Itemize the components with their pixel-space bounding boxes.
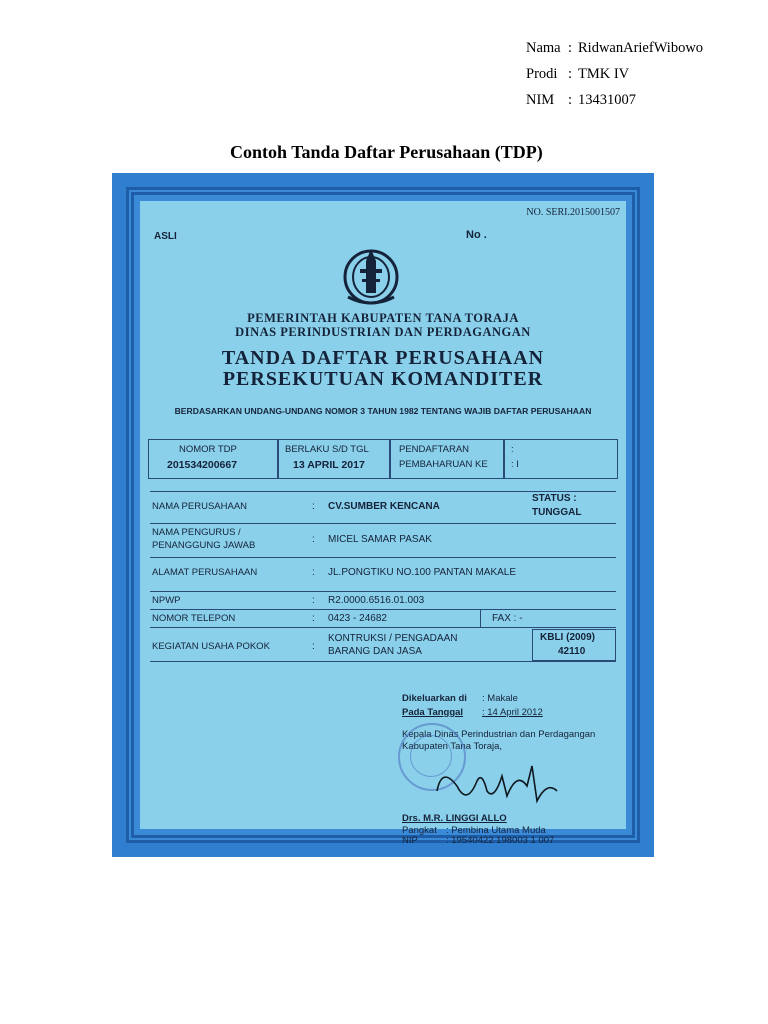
- telepon-value: 0423 - 24682: [328, 613, 387, 624]
- pengurus-label-line-1: NAMA PENGURUS /: [152, 527, 241, 538]
- no-label: No .: [466, 229, 487, 241]
- nomor-tdp-label: NOMOR TDP: [179, 444, 237, 455]
- header-box: [148, 439, 618, 479]
- pangkat-label: Pangkat: [402, 825, 437, 836]
- official-name: Drs. M.R. LINGGI ALLO: [402, 813, 507, 824]
- nim-separator: :: [568, 92, 573, 108]
- student-name-row: [526, 40, 703, 66]
- berlaku-label: BERLAKU S/D TGL: [285, 444, 369, 455]
- fax-label: FAX : -: [492, 613, 523, 624]
- kepala-dinas-line-1: Kepala Dinas Perindustrian dan Perdagangan: [402, 729, 596, 740]
- certificate-title-line-1: TANDA DAFTAR PERUSAHAAN: [221, 347, 545, 369]
- government-line-1: PEMERINTAH KABUPATEN TANA TORAJA: [247, 311, 519, 325]
- student-info: [526, 40, 703, 118]
- status-label: STATUS :: [532, 493, 577, 504]
- certificate-image: [112, 173, 654, 857]
- pengurus-label-line-2: PENANGGUNG JAWAB: [152, 540, 256, 551]
- dikeluarkan-value: : Makale: [482, 693, 518, 704]
- tanggal-label: Pada Tanggal: [402, 707, 464, 718]
- telepon-label: NOMOR TELEPON: [152, 613, 236, 624]
- status-value: TUNGGAL: [532, 507, 582, 518]
- name-separator: :: [568, 40, 573, 56]
- row-divider: [150, 591, 616, 592]
- kegiatan-label: KEGIATAN USAHA POKOK: [152, 641, 270, 652]
- asli-label: ASLI: [154, 231, 177, 242]
- nim-label: NIM: [526, 92, 555, 108]
- kbli-label: KBLI (2009): [540, 632, 596, 643]
- nim-value: 13431007: [578, 92, 636, 108]
- name-value: RidwanAriefWibowo: [578, 40, 704, 56]
- prodi-separator: :: [568, 66, 573, 82]
- nip-label: NIP: [402, 835, 418, 846]
- nama-perusahaan-label: NAMA PERUSAHAAN: [152, 501, 248, 512]
- dikeluarkan-label: Dikeluarkan di: [402, 693, 467, 704]
- prodi-value: TMK IV: [578, 66, 630, 82]
- pendaftaran-separator: :: [511, 444, 514, 455]
- serial-number: NO. SERI.2015001507: [526, 207, 620, 218]
- pengurus-value: MICEL SAMAR PASAK: [328, 534, 432, 545]
- npwp-value: R2.0000.6516.01.003: [328, 595, 425, 606]
- certificate-title-line-2: PERSEKUTUAN KOMANDITER: [222, 368, 544, 390]
- row-divider: [150, 557, 616, 558]
- row-divider: [150, 609, 616, 610]
- kegiatan-colon: :: [312, 641, 315, 652]
- pangkat-value: : Pembina Utama Muda: [446, 825, 546, 836]
- prodi-label: Prodi: [526, 66, 558, 82]
- berlaku-value: 13 APRIL 2017: [293, 459, 365, 471]
- page-title: Contoh Tanda Daftar Perusahaan (TDP): [230, 142, 543, 162]
- pengurus-colon: :: [312, 534, 315, 545]
- kegiatan-value-line-2: BARANG DAN JASA: [328, 646, 422, 657]
- nomor-tdp-value: 201534200667: [167, 459, 238, 471]
- tanggal-value: : 14 April 2012: [482, 707, 543, 718]
- student-prodi-row: [526, 66, 703, 92]
- kepala-dinas-line-2: Kabupaten Tana Toraja,: [402, 741, 503, 752]
- npwp-colon: :: [312, 595, 315, 606]
- nip-value: : 19540422 198003 1 007: [446, 835, 555, 846]
- pembaharuan-label: PEMBAHARUAN KE: [399, 459, 488, 470]
- legal-basis: BERDASARKAN UNDANG-UNDANG NOMOR 3 TAHUN 1982 TENTANG WAJIB DAFTAR PERUSAHAAN: [174, 406, 592, 416]
- fax-divider: [480, 609, 481, 627]
- kegiatan-value-line-1: KONTRUKSI / PENGADAAN: [328, 633, 458, 644]
- pendaftaran-label: PENDAFTARAN: [399, 444, 470, 455]
- certificate-field: [140, 201, 626, 846]
- npwp-label: NPWP: [152, 595, 181, 606]
- regency-emblem-icon: [338, 239, 404, 309]
- row-divider: [150, 627, 616, 628]
- name-label: Nama: [526, 40, 561, 56]
- pembaharuan-value: : I: [511, 459, 519, 470]
- nama-perusahaan-value: CV.SUMBER KENCANA: [328, 501, 440, 512]
- row-divider: [150, 523, 616, 524]
- alamat-label: ALAMAT PERUSAHAAN: [152, 567, 258, 578]
- student-nim-row: [526, 92, 703, 118]
- alamat-value: JL.PONGTIKU NO.100 PANTAN MAKALE: [328, 567, 517, 578]
- signature-icon: [432, 761, 562, 811]
- kbli-value: 42110: [558, 646, 586, 657]
- telepon-colon: :: [312, 613, 315, 624]
- row-divider: [150, 661, 616, 662]
- alamat-colon: :: [312, 567, 315, 578]
- nama-perusahaan-colon: :: [312, 501, 315, 512]
- row-divider: [150, 491, 616, 492]
- government-line-2: DINAS PERINDUSTRIAN DAN PERDAGANGAN: [235, 325, 531, 339]
